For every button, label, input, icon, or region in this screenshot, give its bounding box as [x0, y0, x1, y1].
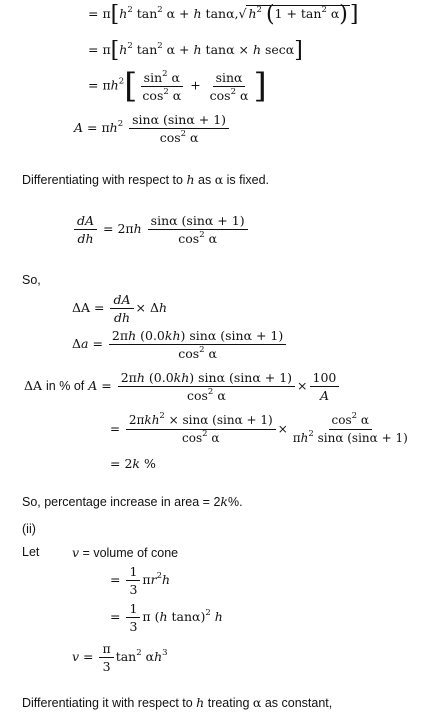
text-so: So, — [22, 273, 41, 287]
eq-volume-3: v = $\frac{\pi}{3}$ $\tan^2 \alpha h^3$ — [72, 641, 168, 674]
eq-line-1: = $\pi[h^2$ $\tan^2 \alpha + h$ tanα,√ $h^2$ $(1 + \tan^2 \alpha)$] — [88, 2, 359, 27]
eq-line-2: = $\pi[h^2$ $\tan^2 \alpha + h$ tanα × h secα] — [88, 38, 303, 63]
eq-volume-1: = $\frac{1}{3}$ $\pi r^2h$ — [110, 564, 171, 597]
eq-delta-A: ΔA = $\frac{dA}{dh}$ × Δh — [72, 292, 168, 325]
eq-area-formula: $A = \pi h^2$ $\frac{\sin\alpha (\sin\alpha + 1)}{\cos^2 \alpha}$ — [74, 112, 231, 145]
eq-result: = 2k % — [110, 456, 156, 471]
text-v-def: v = volume of cone — [72, 545, 179, 560]
eq-percent-simplify: = $\frac{2\pi kh^2 \times \sin\alpha (\sin\alpha + 1)}{\cos^2 \alpha}$ × $\frac{\cos^2 \alpha}{\pi h^2 \sin\alpha (\sin\alpha + 1)}$ — [110, 411, 408, 445]
eq-dA-dh: $\frac{dA}{dh}$ = 2πh $\frac{\sin\alpha (\sin\alpha + 1)}{\cos^2 \alpha}$ — [72, 213, 250, 246]
text-let: Let — [22, 545, 40, 559]
text-differentiating: Differentiating with respect to h as α is fixed. — [22, 172, 270, 187]
eq-line-3: = $\pi h^2$[ $\frac{\sin^2 \alpha}{\cos^2 \alpha}$ + $\frac{\sin\alpha}{\cos^2 \alpha}$ ] — [88, 66, 267, 106]
text-percentage-increase: So, percentage increase in area = 2k%. — [22, 494, 243, 509]
eq-delta-a: Δa = $\frac{2\pi h (0.0kh) \sin\alpha (\sin\alpha + 1)}{\cos^2 \alpha}$ — [72, 328, 288, 361]
text-part-ii: (ii) — [22, 522, 36, 536]
text-differentiating-it: Differentiating it with respect to h treating α as constant, — [22, 695, 333, 710]
eq-volume-2: = $\frac{1}{3}$ π (h tanα)$^2$ h — [110, 601, 223, 634]
eq-delta-A-percent: ΔA in % of A = $\frac{2\pi h (0.0kh) \sin\alpha (\sin\alpha + 1)}{\cos^2 \alpha}$ × $\frac{100}{A}$ — [24, 370, 341, 403]
